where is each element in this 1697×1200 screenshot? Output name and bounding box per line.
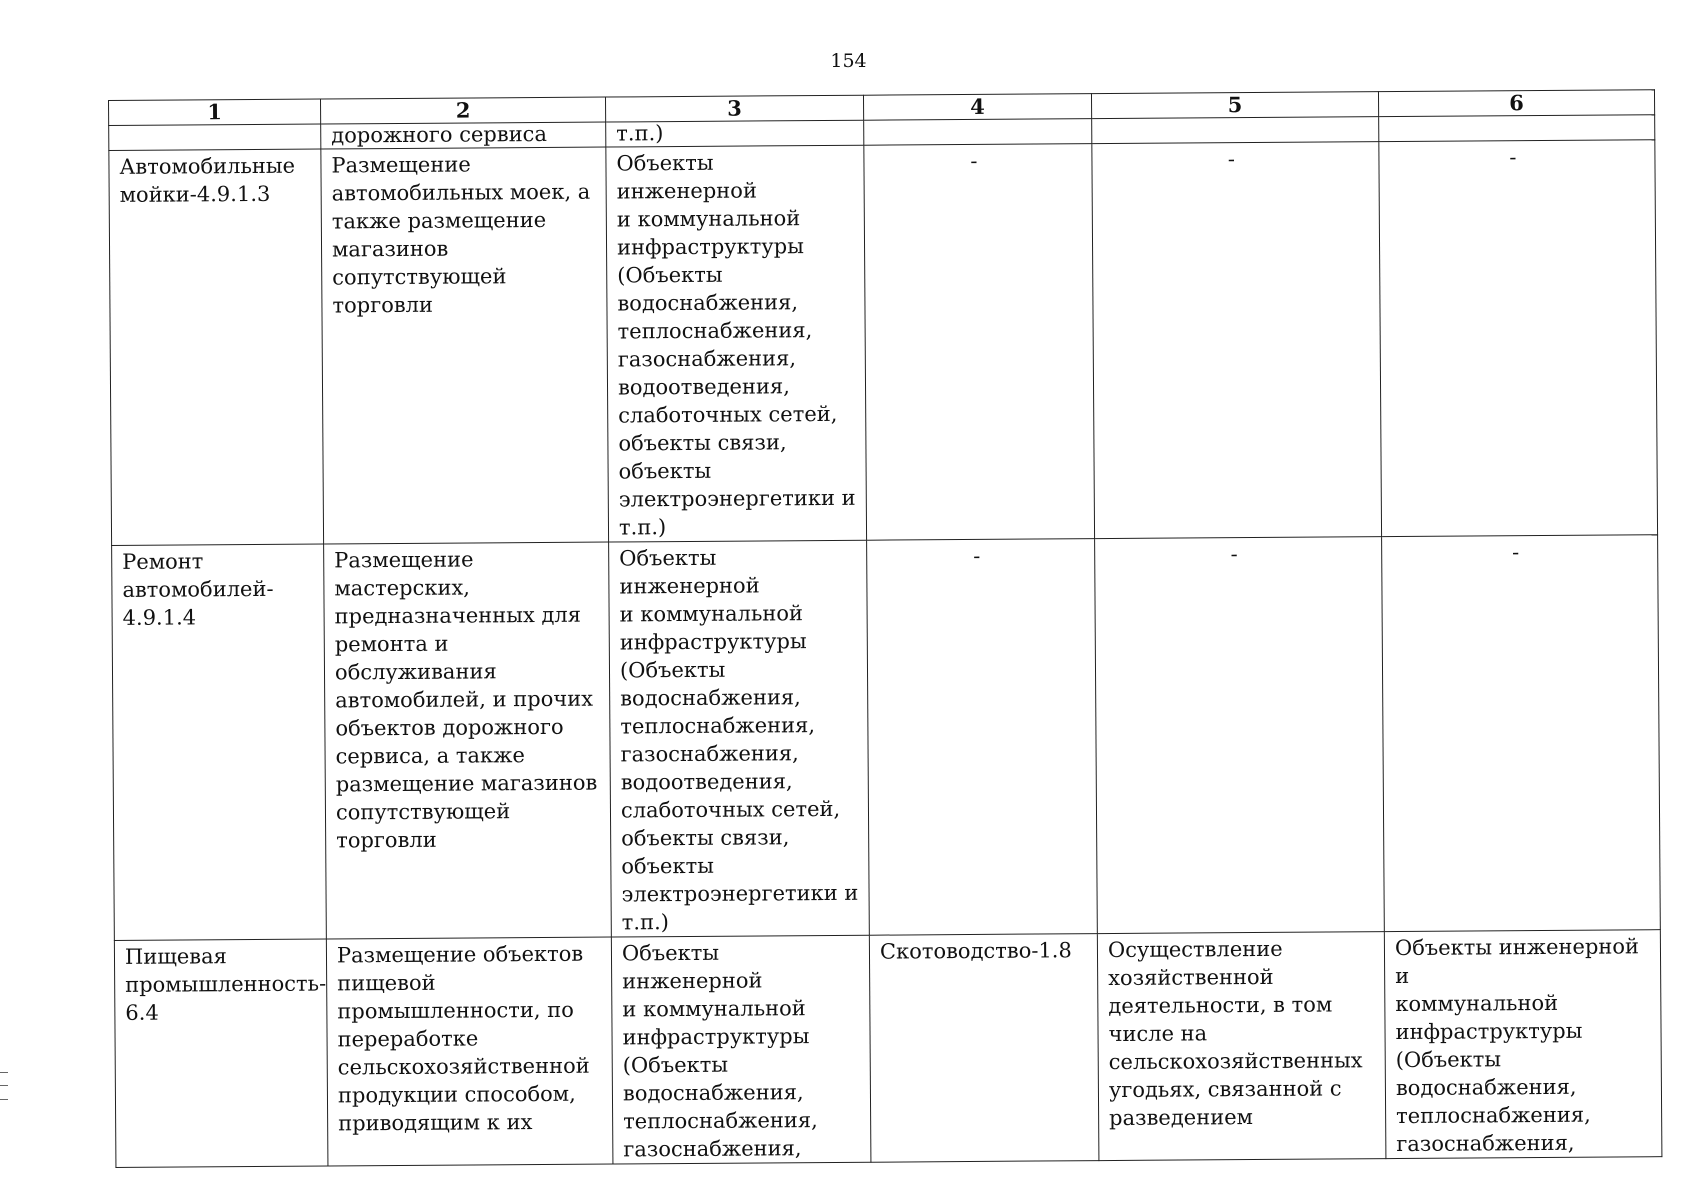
conditional-description-cell: -: [1092, 142, 1382, 539]
conditional-description-cell: Осуществление хозяйственной деятельности, в том числе на сельскохозяйственных угодьях, связанной с разведением: [1097, 932, 1386, 1161]
conditional-auxiliary-cell: Объекты инженерной и коммунальной инфраструктуры (Объекты водоснабжения, теплоснабжения, газоснабжения,: [1384, 930, 1662, 1159]
table-row: [114, 930, 1662, 1168]
table-cell: [109, 124, 321, 150]
land-use-type-cell: Ремонт автомобилей- 4.9.1.4: [112, 544, 327, 940]
page-number: 154: [830, 50, 867, 72]
description-cell: Размещение мастерских, предназначенных для ремонта и обслуживания автомобилей, и прочих объектов дорожного сервиса, а также размещение магазинов сопутствующей торговли: [324, 542, 612, 939]
conditional-use-cell: -: [864, 144, 1095, 541]
land-use-type-cell: Автомобильные мойки-4.9.1.3: [109, 149, 324, 545]
description-cell: Размещение объектов пищевой промышленности, по переработке сельскохозяйственной продукции способом, приводящим к их: [326, 937, 613, 1166]
table-cell: т.п.): [606, 120, 864, 147]
column-header-5: 5: [1091, 92, 1378, 119]
land-use-type-cell: Пищевая промышленность- 6.4: [114, 939, 328, 1167]
zoning-table: [108, 89, 1662, 1168]
conditional-use-cell: -: [867, 539, 1098, 936]
table-cell: [864, 119, 1092, 146]
conditional-use-cell: Скотоводство-1.8: [869, 934, 1099, 1163]
column-header-4: 4: [863, 94, 1091, 121]
table-row: [112, 535, 1661, 941]
scan-edge-mark: [0, 1072, 8, 1100]
conditional-auxiliary-cell: -: [1379, 140, 1658, 537]
column-header-2: 2: [320, 97, 605, 124]
table-cell: [1092, 117, 1379, 144]
conditional-description-cell: -: [1095, 537, 1385, 934]
description-cell: Размещение автомобильных моек, а также размещение магазинов сопутствующей торговли: [321, 147, 609, 544]
column-header-6: 6: [1378, 90, 1654, 117]
column-header-1: 1: [109, 99, 321, 125]
conditional-auxiliary-cell: -: [1382, 535, 1661, 932]
auxiliary-use-cell: Объекты инженерной и коммунальной инфраструктуры (Объекты водоснабжения, теплоснабжения, газоснабжения, водоотведения, слаботочных сетей, объекты связи, объекты электроэнергетики и т.п.): [609, 540, 870, 937]
column-header-3: 3: [605, 95, 863, 122]
table-cell: дорожного сервиса: [321, 122, 606, 149]
auxiliary-use-cell: Объекты инженерной и коммунальной инфраструктуры (Объекты водоснабжения, теплоснабжения, газоснабжения,: [611, 935, 871, 1164]
table-cell: [1379, 115, 1655, 142]
table-row: [109, 140, 1658, 546]
auxiliary-use-cell: Объекты инженерной и коммунальной инфраструктуры (Объекты водоснабжения, теплоснабжения, газоснабжения, водоотведения, слаботочных сетей, объекты связи, объекты электроэнергетики и т.п.): [606, 145, 867, 542]
